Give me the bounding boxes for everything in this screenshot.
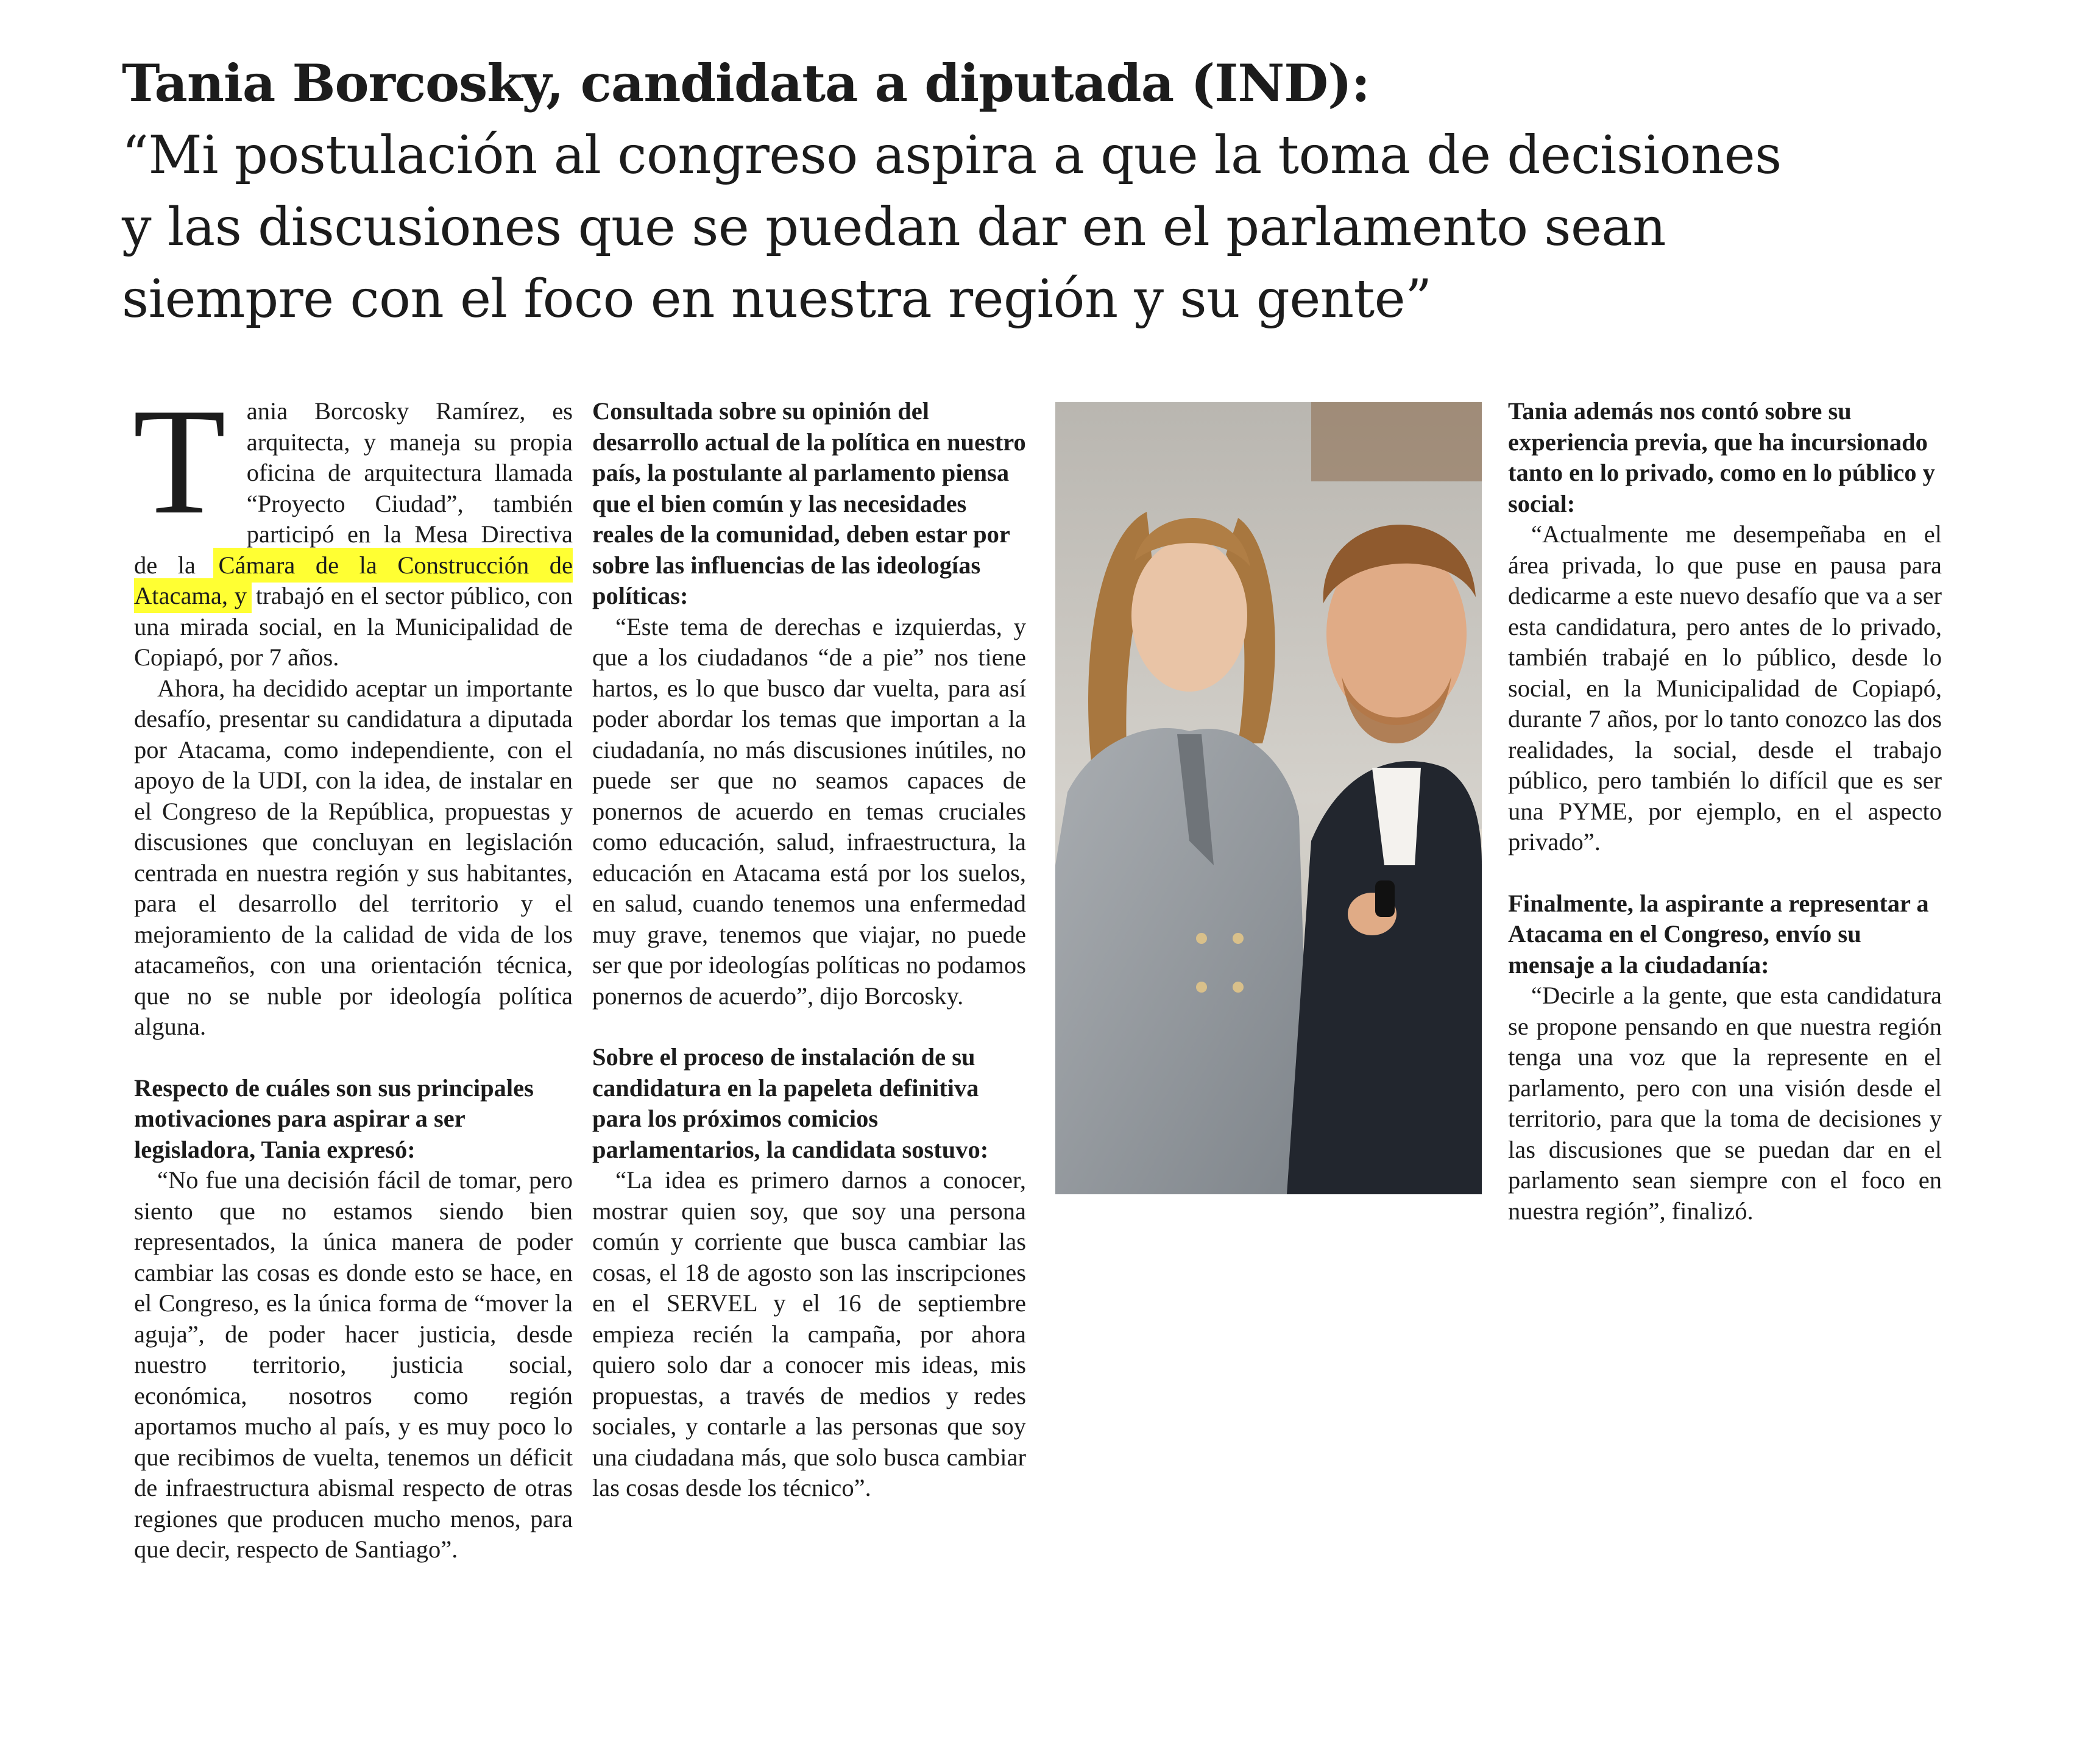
headline-quote-line-3: siempre con el foco en nuestra región y su gente” <box>122 269 1432 330</box>
question-candidatura: Sobre el proceso de instalación de su candidatura en la papeleta definitiva para los próximos comicios parlamentarios, la candidata sostuvo: <box>592 1043 989 1163</box>
intro-text-b: trabajó en el sector público, con una mirada social, en la Municipalidad de Copiapó, por 7 años. <box>134 582 573 671</box>
question-experiencia: Tania además nos contó sobre su experiencia previa, que ha incursionado tanto en lo privado, como en lo público y social: <box>1508 397 1935 517</box>
photo-illustration <box>1055 402 1482 1194</box>
headline-quote-line-1: “Mi postulación al congreso aspira a que la toma de decisiones <box>122 125 1782 186</box>
answer-politica: “Este tema de derechas e izquierdas, y que a los ciudadanos “de a pie” nos tiene hartos, es lo que busco dar vuelta, para así poder abordar los temas que importan a la ciudadanía, no más discusiones inútiles, no puede ser que no seamos capaces de ponernos de acuerdo en temas cruciales como educación, salud, infraestructura, la educación en Atacama está por los suelos, en salud, cuando tenemos una enfermedad muy grave, tenemos que viajar, no puede ser que por ideologías políticas no podamos ponernos de acuerdo”, dijo Borcosky. <box>592 612 1026 1010</box>
answer-experiencia: “Actualmente me desempeñaba en el área privada, lo que puse en pausa para dedicarme a este nuevo desafío que va a ser esta candidatura, pero antes de lo privado, también trabajé en lo público, desde lo social, en la Municipalidad de Copiapó, durante 7 años, por lo tanto conozco las dos realidades, la social, desde el trabajo público, pero también lo difícil que es ser una PYME, por ejemplo, en el aspecto privado”. <box>1508 520 1942 855</box>
woman-blazer <box>1055 728 1311 1194</box>
paragraph-ahora: Ahora, ha decidido aceptar un importante desafío, presentar su candidatura a diputada por Atacama, como independiente, con el apoyo de la UDI, con la idea, de instalar en el Congreso de la República, propuestas y discusiones que concluyan en legislación centrada en nuestra región y sus habitantes, para el desarrollo del territorio y el mejoramiento de la calidad de vida de los atacameños, con una orientación técnica, que no se nuble por ideología política alguna. <box>134 674 573 1040</box>
article-photo <box>1055 402 1482 1194</box>
blazer-button-2 <box>1233 933 1244 944</box>
headline <box>122 48 1950 335</box>
blazer-button-4 <box>1233 982 1244 993</box>
answer-mensaje: “Decirle a la gente, que esta candidatura se propone pensando en que nuestra región tenga una voz que la represente en el parlamento, pero con una visión desde el territorio, para que la toma de decisiones y las discusiones que se puedan dar en el parlamento sean siempre con el foco en nuestra región”, finalizó. <box>1508 982 1942 1225</box>
question-motivaciones: Respecto de cuáles son sus principales motivaciones para aspirar a ser legisladora, Tania expresó: <box>134 1074 534 1163</box>
intro-text-a: ania Borcosky Ramírez, es arquitecta, y maneja su propia oficina de arquitectura llamada “Proyecto Ciudad”, también participó en la Mesa Directiva de la <box>134 397 573 579</box>
question-politica: Consultada sobre su opinión del desarrollo actual de la política en nuestro país, la postulante al parlamento piensa que el bien común y las necesidades reales de la comunidad, deben estar por sobre las influencias de las ideologías políticas: <box>592 397 1026 609</box>
question-mensaje: Finalmente, la aspirante a representar a Atacama en el Congreso, envío su mensaje a la ciudadanía: <box>1508 889 1929 979</box>
woman-face <box>1131 539 1247 692</box>
article-column-2 <box>592 396 1026 1504</box>
microphone <box>1375 880 1395 917</box>
answer-motivaciones: “No fue una decisión fácil de tomar, pero siento que no estamos siendo bien representados, la única manera de poder cambiar las cosas es donde esto se hace, en el Congreso, es la única forma de “mover la aguja”, de poder hacer justicia, desde nuestro territorio, justicia social, económica, nosotros como región aportamos mucho al país, y es muy poco lo que recibimos de vuelta, tenemos un déficit de infraestructura abismal respecto de otras regiones que producen mucho menos, para que decir, respecto de Santiago”. <box>134 1166 573 1563</box>
article-column-1 <box>133 377 573 1565</box>
highlighted-text: Cámara de la Construcción de Atacama, y <box>134 551 573 609</box>
background-frame <box>1311 402 1482 481</box>
drop-cap: T <box>133 377 226 546</box>
intro-paragraph <box>133 377 573 673</box>
blazer-button-3 <box>1196 982 1207 993</box>
headline-kicker: Tania Borcosky, candidata a diputada (IND): <box>122 53 1370 113</box>
blazer-button-1 <box>1196 933 1207 944</box>
article-column-4 <box>1508 396 1942 1227</box>
headline-quote-line-2: y las discusiones que se puedan dar en el parlamento sean <box>122 197 1666 258</box>
answer-candidatura: “La idea es primero darnos a conocer, mostrar quien soy, que soy una persona común y corriente que busca cambiar las cosas, el 18 de agosto son las inscripciones en el SERVEL y el 16 de septiembre empieza recién la campaña, por ahora quiero solo dar a conocer mis ideas, mis propuestas, a través de medios y redes sociales, y contarle a las personas que soy una ciudadana más, que solo busca cambiar las cosas desde los técnico”. <box>592 1166 1026 1501</box>
